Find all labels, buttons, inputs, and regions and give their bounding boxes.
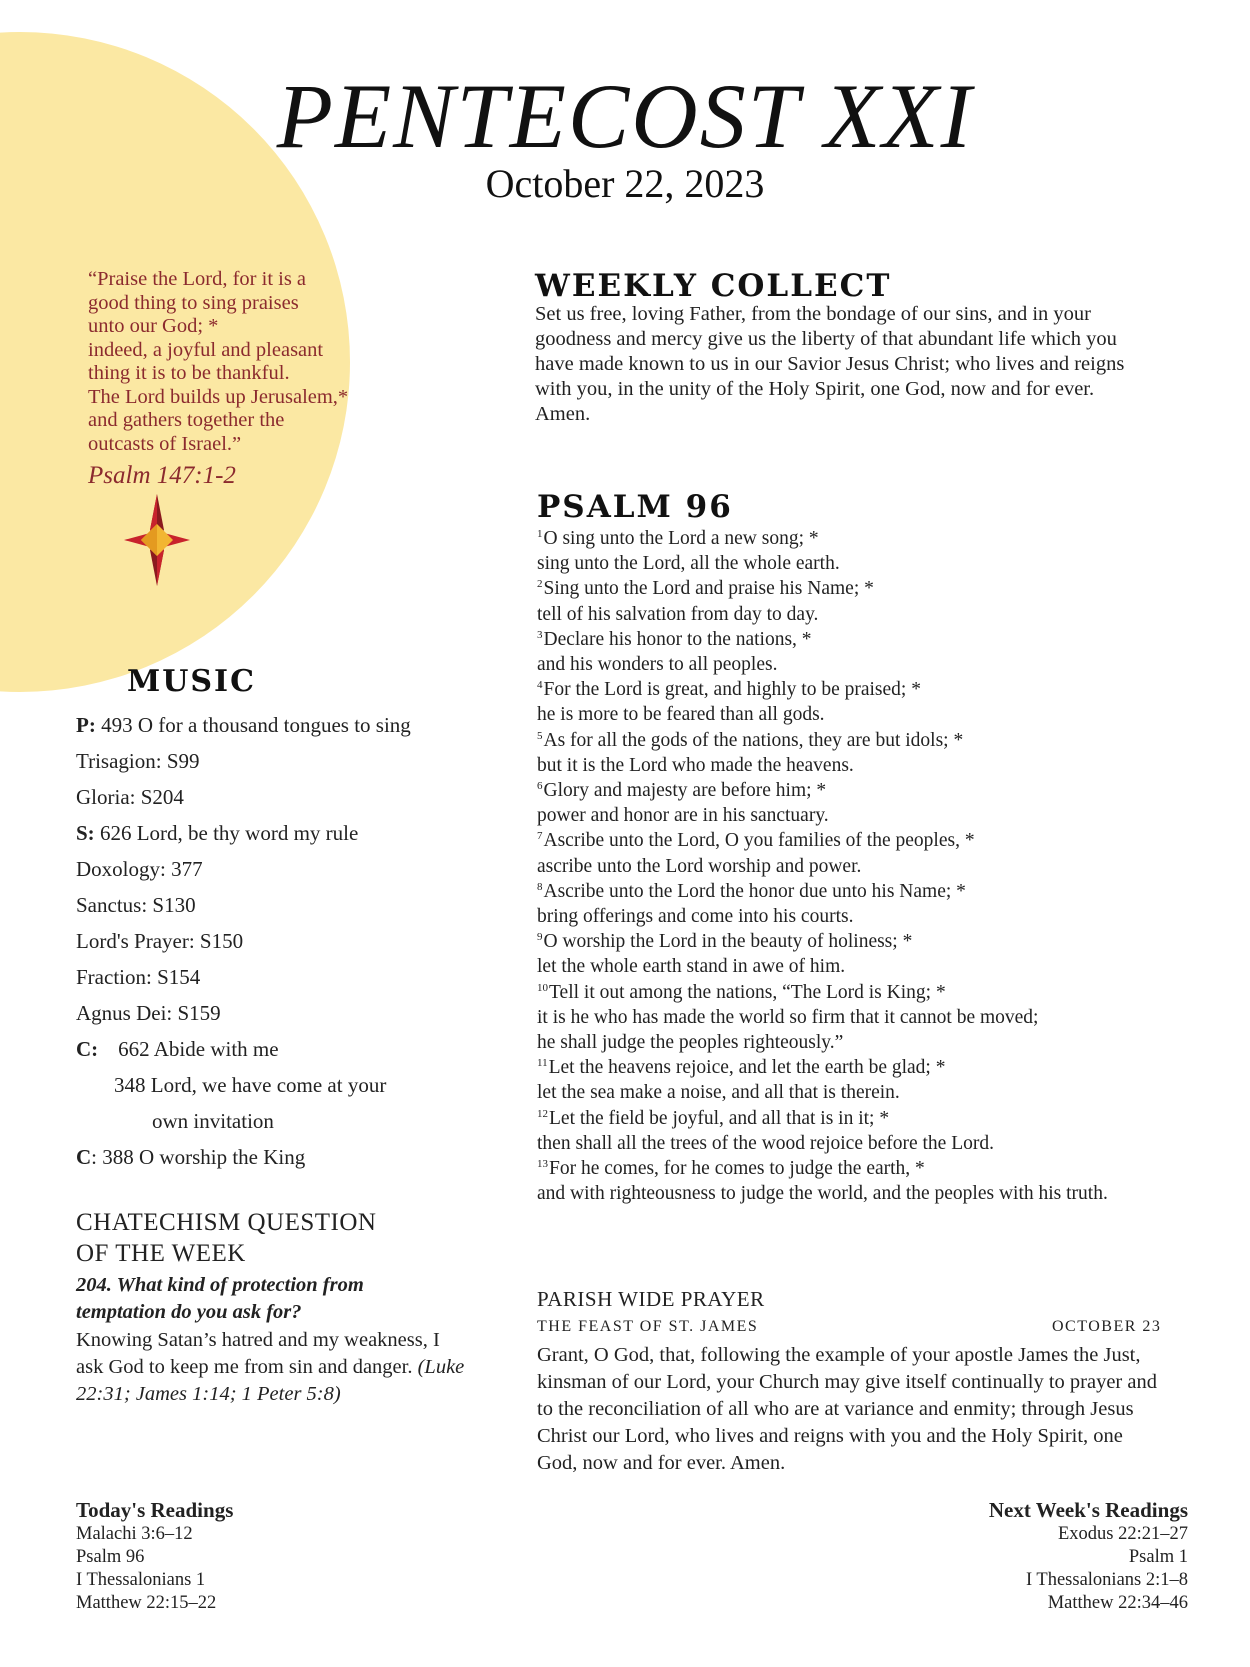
psalm-verse: $^1$O sing unto the Lord a new song; * — [537, 528, 819, 549]
psalm-verse: $^6$Glory and majesty are before him; * — [537, 780, 827, 802]
reading-item: Psalm 96 — [76, 1547, 145, 1567]
quote-line: The Lord builds up Jerusalem,* — [88, 385, 349, 408]
catechism-title: CHATECHISM QUESTION OF THE WEEK — [76, 1209, 377, 1267]
psalm-verse: $^5$As for all the gods of the nations, they are but idols; * — [537, 729, 964, 751]
catechism-question: 204. What kind of protection from temptation do you ask for? — [76, 1274, 364, 1323]
music-item: own invitation — [152, 1109, 274, 1133]
parish-prayer-title: PARISH WIDE PRAYER — [537, 1287, 765, 1311]
quote-line: thing it is to be thankful. — [88, 362, 290, 384]
music-item: Lord's Prayer: S150 — [76, 929, 244, 953]
parish-prayer-text: Grant, O God, that, following the example of your apostle James the Just, kinsman of our Lord, your Church may give itself continually to prayer and to the reconciliation of all who are at variance and enmity; through Jesus Christ our Lord, who lives and reigns with you and the Holy Spirit, one God, now and for ever. Amen. — [537, 1344, 1157, 1474]
psalm-verse: $^{13}$For he comes, for he comes to judge the earth, * — [537, 1158, 925, 1180]
psalm-verse: $^7$Ascribe unto the Lord, O you families of the peoples, * — [537, 830, 975, 852]
quote-line: and gathers together the — [88, 409, 285, 431]
psalm-quote — [88, 268, 368, 456]
quote-line: good thing to sing praises — [88, 291, 299, 314]
music-item: Gloria: S204 — [76, 785, 184, 809]
music-item: S: 626 Lord, be thy word my rule — [76, 821, 359, 845]
quote-reference: Psalm 147:1-2 — [88, 462, 236, 489]
parish-prayer-date: OCTOBER 23 — [1052, 1318, 1162, 1335]
music-item: Agnus Dei: S159 — [76, 1001, 221, 1025]
psalm-verse: $^{11}$Let the heavens rejoice, and let the earth be glad; * — [537, 1057, 946, 1079]
music-item: P: 493 O for a thousand tongues to sing — [76, 713, 411, 737]
music-item: Sanctus: S130 — [76, 893, 196, 917]
reading-item: Malachi 3:6–12 — [76, 1524, 193, 1544]
psalm-verse: $^4$For the Lord is great, and highly to be praised; * — [537, 679, 921, 701]
psalm-verse: $^8$Ascribe unto the Lord the honor due unto his Name; * — [537, 880, 966, 902]
reading-item: Exodus 22:21–27 — [1057, 1524, 1188, 1544]
psalm-verse: $^{12}$Let the field be joyful, and all that is in it; * — [537, 1107, 890, 1129]
collect-heading: WEEKLY COLLECT — [535, 268, 892, 304]
reading-item: Matthew 22:34–46 — [1047, 1593, 1188, 1613]
todays-readings: Today's Readings Malachi 3:6–12 Psalm 96 I Thessalonians 1 Matthew 22:15–22 — [76, 1498, 234, 1613]
psalm-verse: $^9$O worship the Lord in the beauty of holiness; * — [537, 931, 913, 953]
music-list — [76, 710, 476, 1178]
music-heading: MUSIC — [127, 664, 256, 699]
psalm-verse: $^{10}$Tell it out among the nations, “The Lord is King; * — [537, 981, 946, 1003]
next-week-readings: Next Week's Readings Exodus 22:21–27 Psalm 1 I Thessalonians 2:1–8 Matthew 22:34–46 — [988, 1498, 1188, 1613]
page-title: PENTECOST XXI — [276, 65, 974, 167]
quote-line: unto our God; * — [88, 315, 219, 337]
psalm-verse: $^3$Declare his honor to the nations, * — [537, 628, 812, 650]
quote-line: indeed, a joyful and pleasant — [88, 338, 324, 361]
music-item: Doxology: 377 — [76, 857, 203, 881]
cross-icon — [124, 494, 190, 586]
music-item: C: 388 O worship the King — [76, 1145, 306, 1169]
music-item: 348 Lord, we have come at your — [114, 1073, 387, 1097]
psalm-text: $^1$O sing unto the Lord a new song; * sing unto the Lord, all the whole earth. $^2$Sing unto the Lord and praise his Name; * tell of his salvation from day to day. $^3$Declare his honor to the nations, * and his wonders to all peoples. $^4$For the Lord is great, and highly to be praised; * he is more to be feared than all gods. $^5$As for all the gods of the nations, they are but idols; * but it is the Lord who made the heavens. $^6$Glory and majesty are before him; * power and honor are in his sanctuary. $^7$Ascribe unto the Lord, O you families of the peoples, * ascribe unto the Lord worship and power. $^8$Ascribe unto the Lord the honor due unto his Name; * bring offerings and come into his courts. $^9$O worship the Lord in the beauty of holiness; * let the whole earth stand in awe of him. $^{10}$Tell it out among the nations, “The Lord is King; * it is he who has made the world so firm that it cannot be moved; he shall judge the peoples righteously.” $^{11}$Let the heavens rejoice, and let the earth be glad; * let the sea make a noise, and all that is therein. $^{12}$Let the field be joyful, and all that is in it; * then shall all the trees of the wood rejoice before the Lord. $^{13}$For he comes, for he comes to judge the earth, * and with righteousness to judge the world, and the peoples with his truth. — [537, 526, 1177, 1206]
service-date: October 22, 2023 — [485, 161, 765, 206]
quote-line: “Praise the Lord, for it is a — [88, 268, 307, 290]
parish-prayer-feast: THE FEAST OF ST. JAMES — [537, 1318, 759, 1335]
quote-line: outcasts of Israel.” — [88, 432, 242, 455]
music-item: Fraction: S154 — [76, 965, 201, 989]
collect-text: Set us free, loving Father, from the bondage of our sins, and in your goodness and mercy give us the liberty of that abundant life which you have made known to us in our Savior Jesus Christ; who lives and reigns with you, in the unity of the Holy Spirit, one God, now and for ever. Amen. — [535, 303, 1125, 425]
psalm-heading: PSALM 96 — [537, 489, 733, 525]
reading-item: I Thessalonians 1 — [76, 1570, 206, 1590]
music-item: Trisagion: S99 — [76, 749, 200, 773]
reading-item: I Thessalonians 2:1–8 — [1025, 1570, 1188, 1590]
reading-item: Psalm 1 — [1128, 1547, 1188, 1567]
catechism-answer: Knowing Satan’s hatred and my weakness, I ask God to keep me from sin and danger. (Luke 22:31; James 1:14; 1 Peter 5:8) — [76, 1329, 465, 1405]
reading-item: Matthew 22:15–22 — [76, 1593, 217, 1613]
psalm-verse: $^2$Sing unto the Lord and praise his Name; * — [537, 578, 874, 600]
music-item: C: 662 Abide with me — [76, 1037, 279, 1061]
